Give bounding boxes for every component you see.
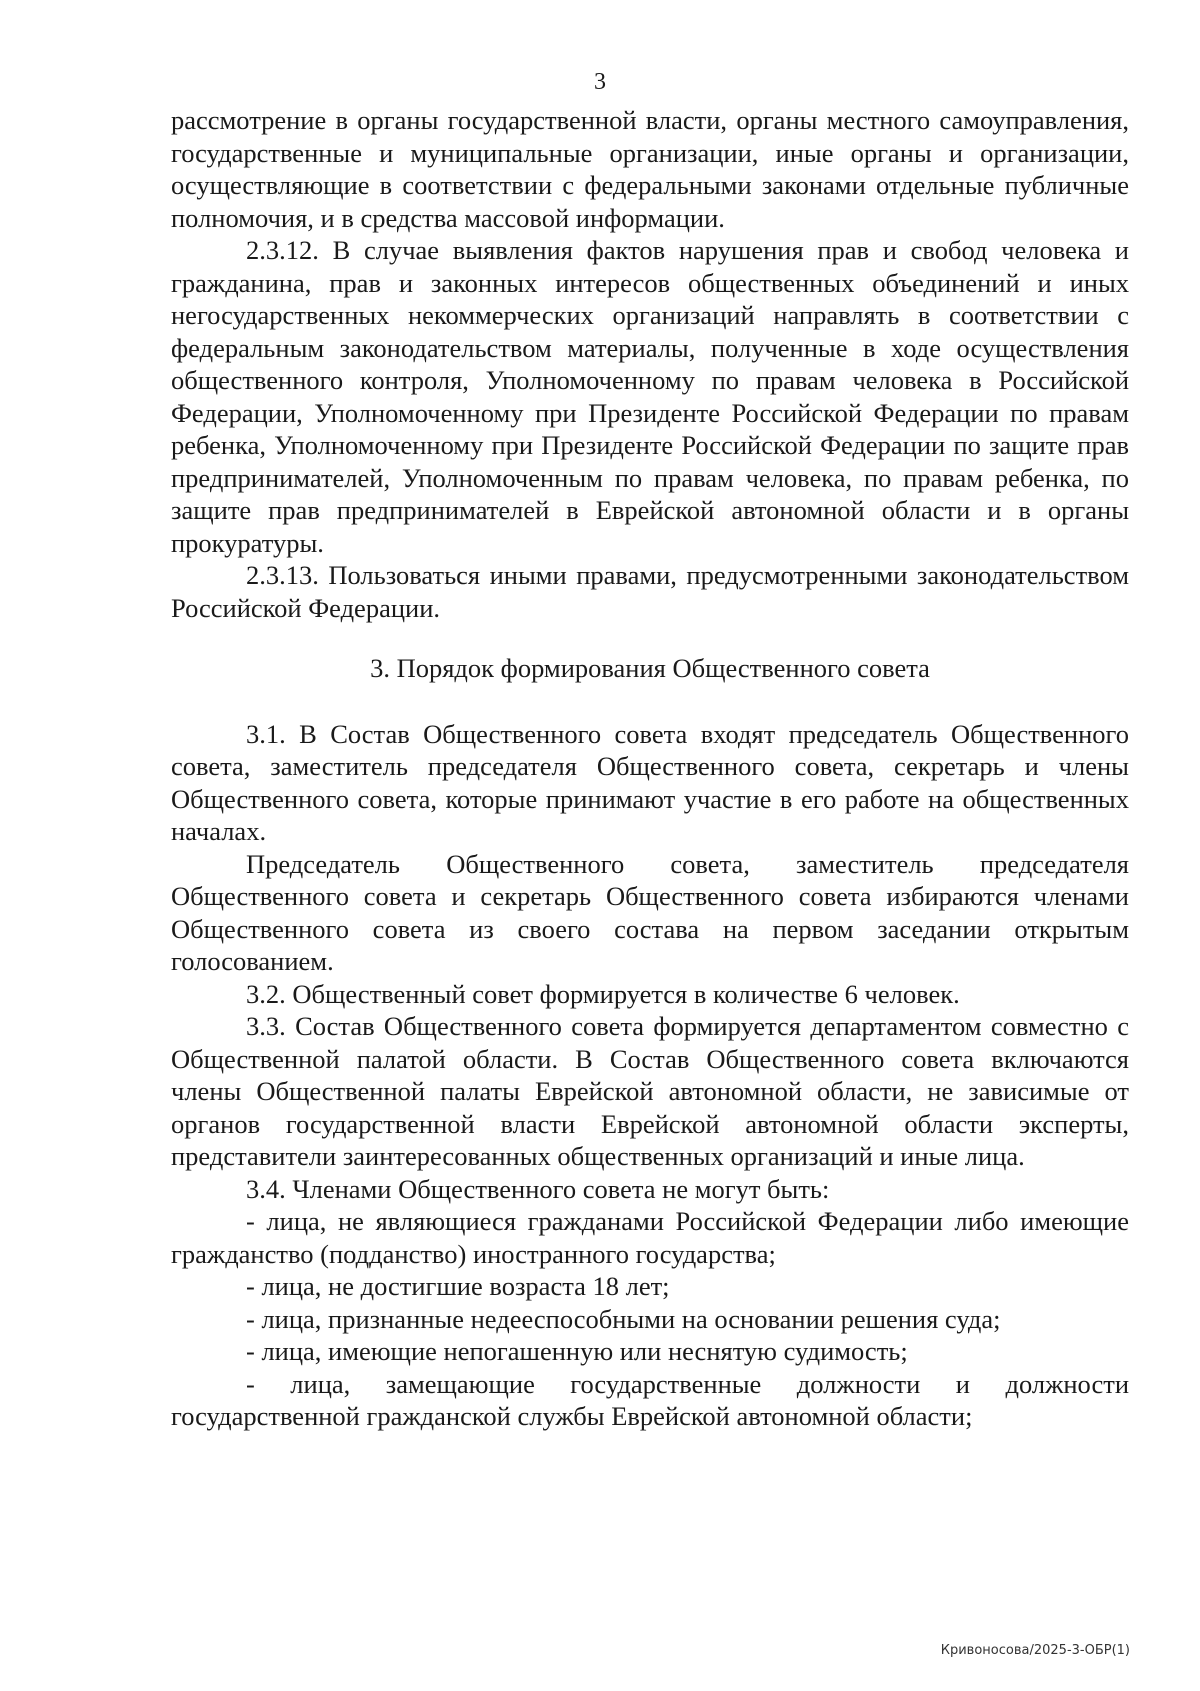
paragraph-2-3-13: 2.3.13. Пользоваться иными правами, предусмотренными законодательством Российской Федерации. <box>171 560 1129 623</box>
list-item: - лица, не достигшие возраста 18 лет; <box>246 1271 670 1301</box>
paragraph-3-4: 3.4. Членами Общественного совета не могут быть: <box>246 1173 830 1204</box>
paragraph-3-3: 3.3. Состав Общественного совета формируется департаментом совместно с Общественной палатой области. В Состав Общественного совета включаются члены Общественной палаты Еврейской автономной области, не зависимые от органов государственной власти Еврейской автономной области эксперты, представители заинтересованных общественных организаций и иные лица. <box>171 1011 1129 1171</box>
page-number: 3 <box>594 69 606 95</box>
paragraph-3-2: 3.2. Общественный совет формируется в количестве 6 человек. <box>246 978 960 1009</box>
section-heading: 3. Порядок формирования Общественного совета <box>370 653 930 683</box>
list-item: - лица, замещающие государственные должности и должности государственной гражданской службы Еврейской автономной области; <box>171 1368 1129 1431</box>
document-code: Кривоносова/2025-3-ОБР(1) <box>940 1643 1130 1658</box>
paragraph-3-1: 3.1. В Состав Общественного совета входят председатель Общественного совета, заместитель председателя Общественного совета, секретарь и члены Общественного совета, которые принимают участие в его работе на общественных началах. <box>171 718 1129 846</box>
document-body <box>171 104 1129 1433</box>
list-item: - лица, не являющиеся гражданами Российской Федерации либо имеющие гражданство (подданство) иностранного государства; <box>171 1206 1129 1269</box>
list-item: - лица, признанные недееспособными на основании решения суда; <box>246 1303 1001 1334</box>
paragraph-chairman: Председатель Общественного совета, заместитель председателя Общественного совета и секретарь Общественного совета избираются членами Общественного совета из своего состава на первом заседании открытым голосованием. <box>171 848 1129 976</box>
list-item: - лица, имеющие непогашенную или неснятую судимость; <box>246 1336 908 1366</box>
paragraph-2-3-12: 2.3.12. В случае выявления фактов нарушения прав и свобод человека и гражданина, прав и законных интересов общественных объединений и иных негосударственных некоммерческих организаций направлять в соответствии с федеральным законодательством материалы, полученные в ходе осуществления общественного контроля, Уполномоченному по правам человека в Российской Федерации, Уполномоченному при Президенте Российской Федерации по правам ребенка, Уполномоченному при Президенте Российской Федерации по защите прав предпринимателей, Уполномоченным по правам человека, по правам ребенка, по защите прав предпринимателей в Еврейской автономной области и в органы прокуратуры. <box>171 235 1129 558</box>
paragraph-continuation: рассмотрение в органы государственной власти, органы местного самоуправления, государственные и муниципальные организации, иные органы и организации, осуществляющие в соответствии с федеральными законами отдельные публичные полномочия, и в средства массовой информации. <box>171 105 1129 233</box>
